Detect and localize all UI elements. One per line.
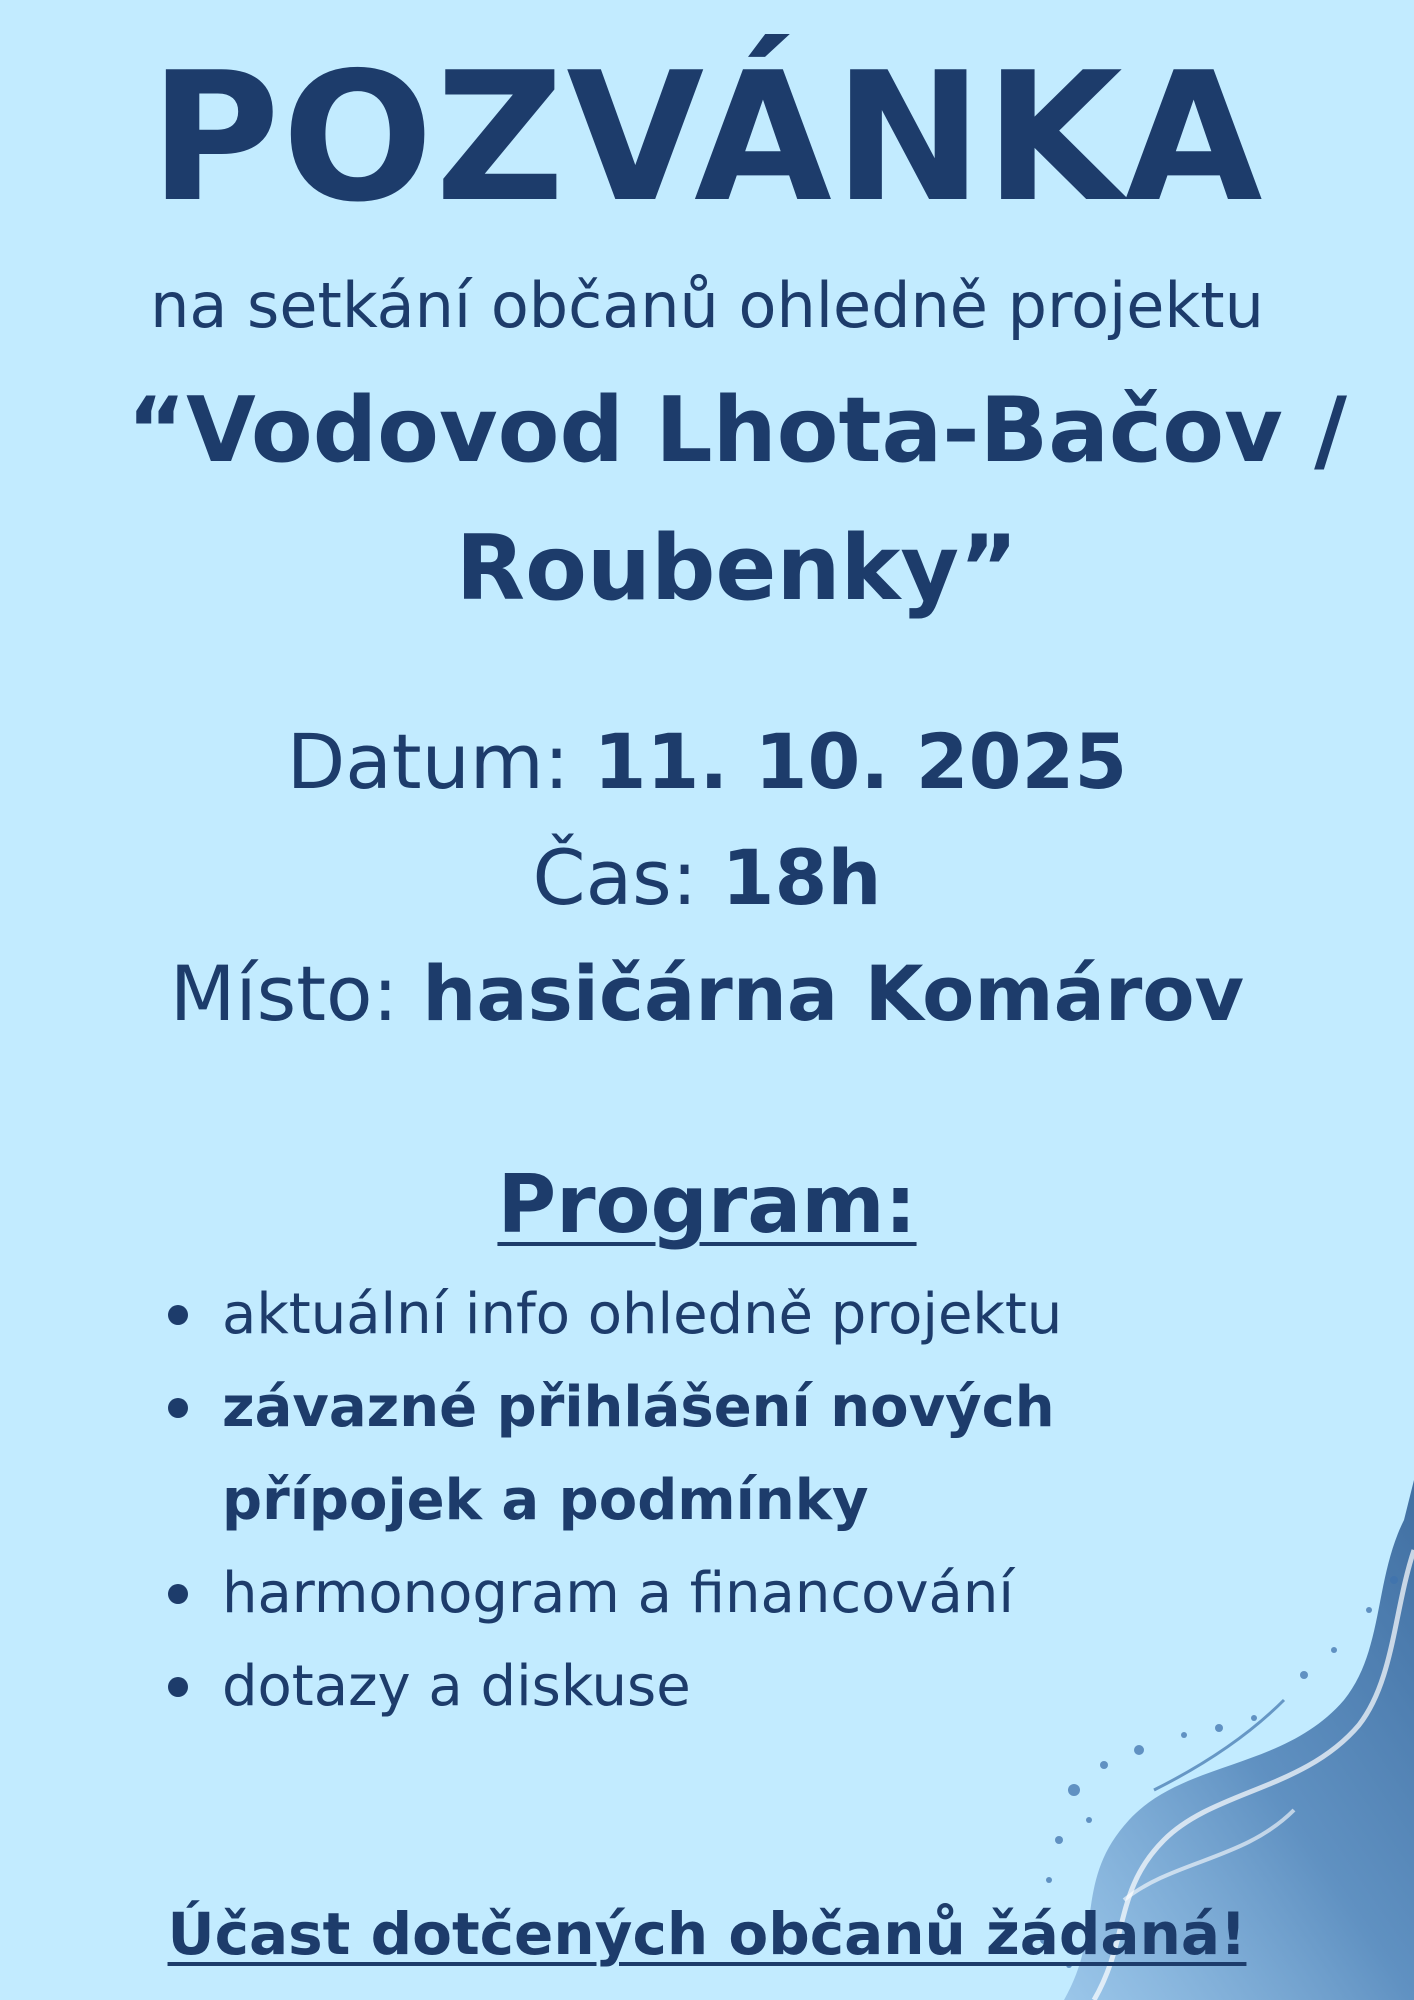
time-label: Čas: [532, 833, 698, 922]
project-title-line-1: “Vodovod Lhota-Bačov / [127, 378, 1347, 483]
date-label: Datum: [286, 717, 570, 806]
bullet-icon [168, 1305, 188, 1325]
place-row [0, 944, 1414, 1044]
time-row [0, 828, 1414, 928]
footer-note: Účast dotčených občanů žádaná! [167, 1900, 1247, 1968]
project-title [60, 362, 1414, 638]
program-item [150, 1268, 1270, 1361]
headline: POZVÁNKA [149, 34, 1265, 241]
program-item-text: harmonogram a financování [222, 1561, 1014, 1626]
place-value: hasičárna Komárov [422, 949, 1245, 1038]
date-row [0, 712, 1414, 812]
program-item-text: aktuální info ohledně projektu [222, 1282, 1063, 1347]
program-item-text: dotazy a diskuse [222, 1654, 691, 1719]
bullet-icon [168, 1398, 188, 1418]
bullet-icon [168, 1584, 188, 1604]
bullet-icon [168, 1677, 188, 1697]
time-value: 18h [721, 833, 882, 922]
date-value: 11. 10. 2025 [593, 717, 1128, 806]
subtitle: na setkání občanů ohledně projektu [150, 269, 1264, 342]
project-title-line-2: Roubenky” [455, 516, 1019, 621]
program-item-text: závazné přihlášení nových přípojek a podmínky [222, 1375, 1055, 1533]
place-label: Místo: [169, 949, 399, 1038]
program-heading: Program: [497, 1158, 917, 1251]
